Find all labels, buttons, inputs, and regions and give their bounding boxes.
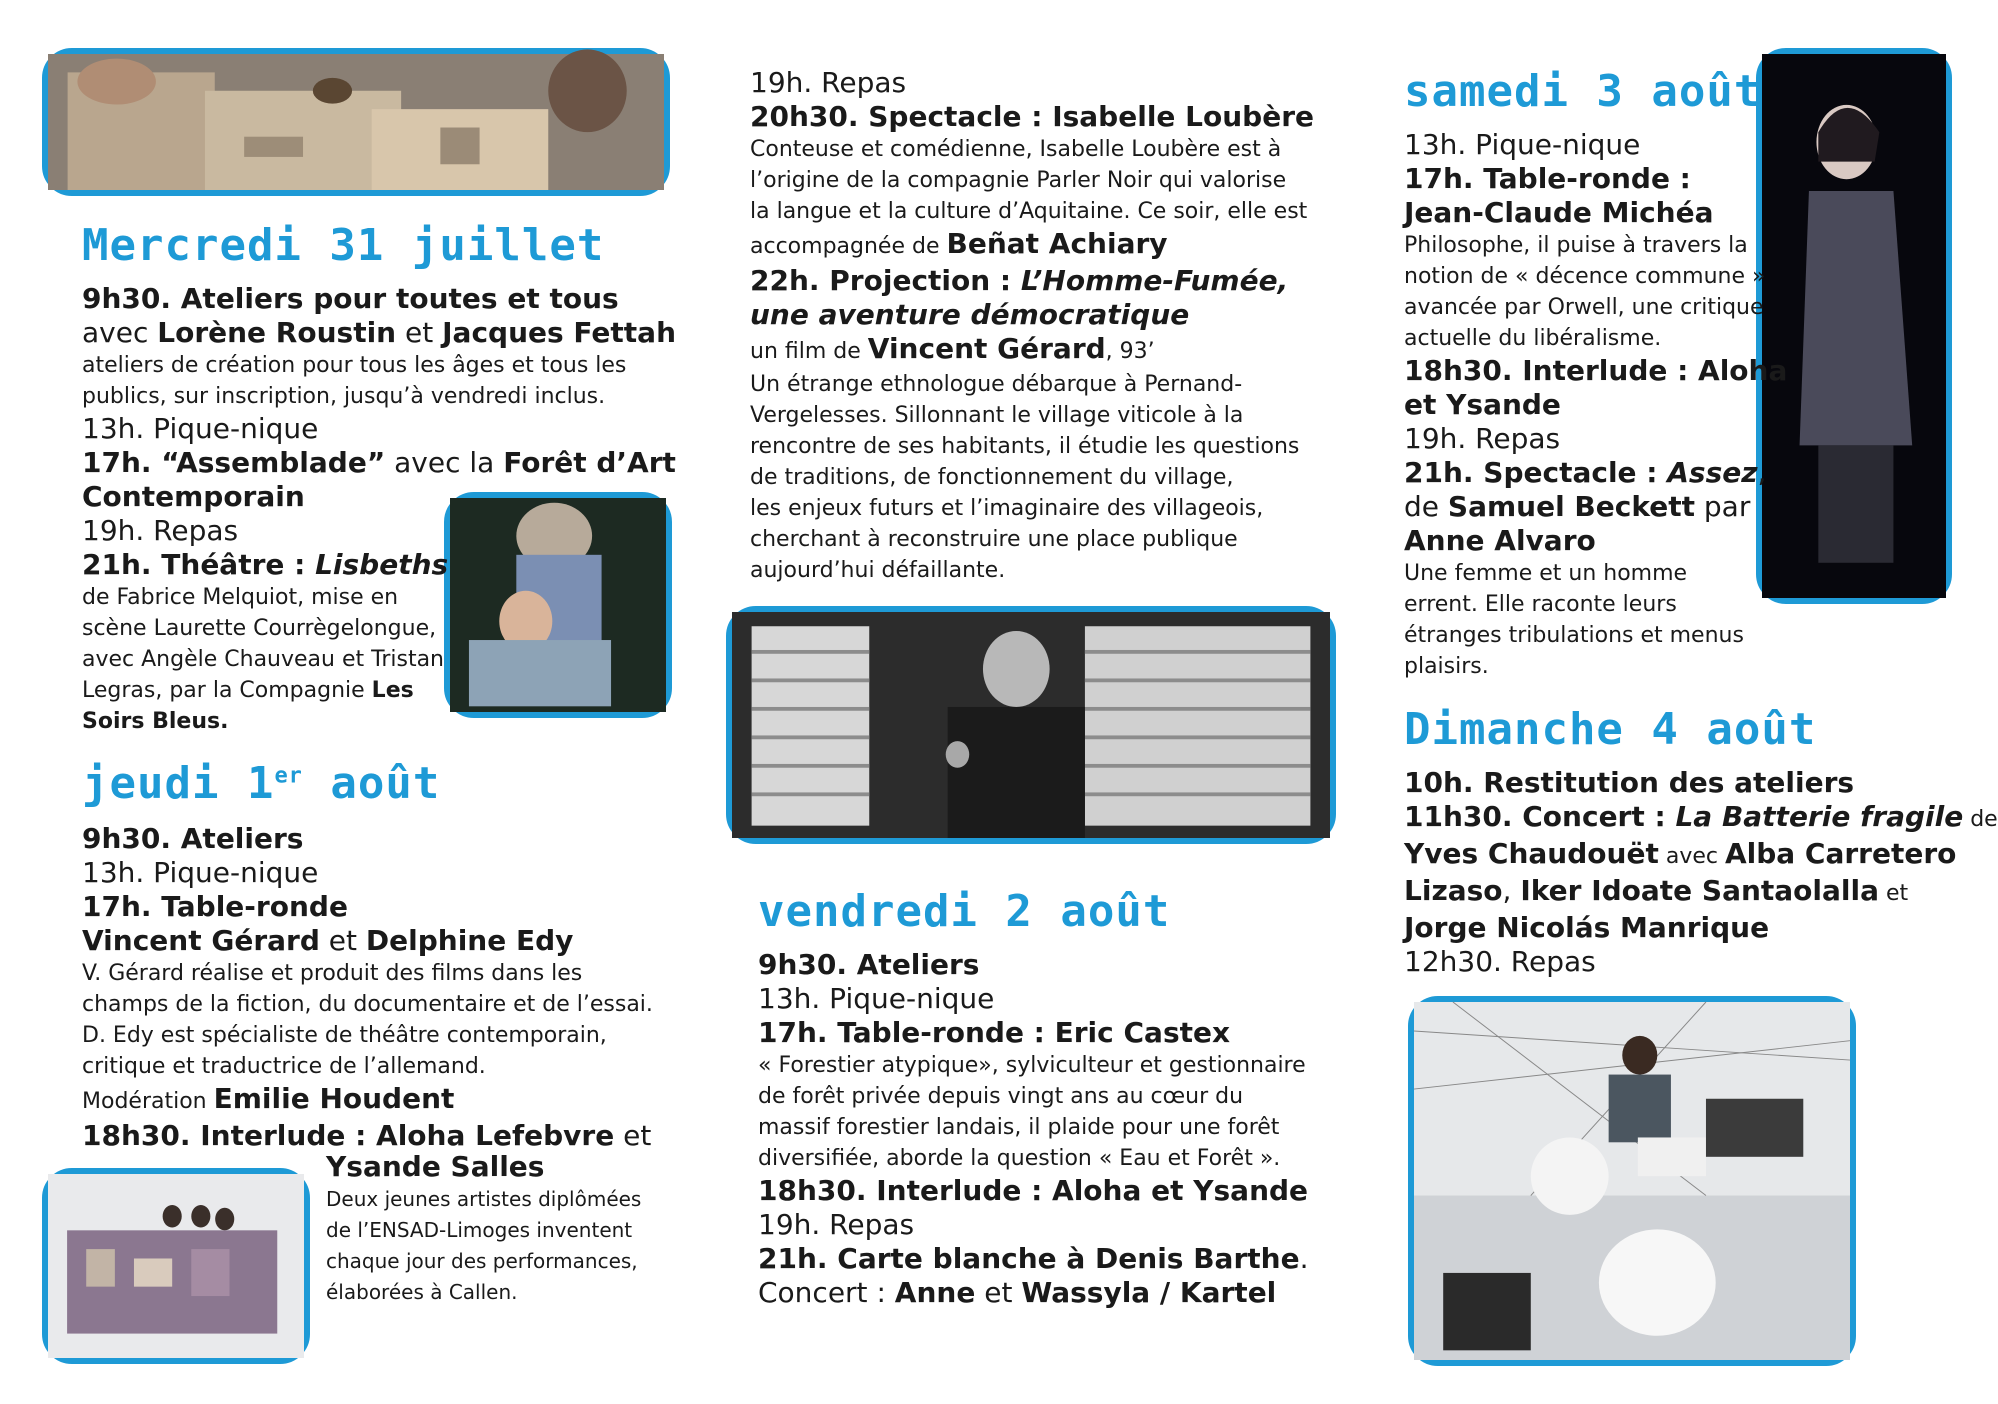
column-1 bbox=[82, 222, 604, 270]
event-line: 13h. Pique-nique bbox=[82, 856, 319, 889]
description-line: V. Gérard réalise et produit des films dans les bbox=[82, 961, 583, 986]
photo-knitted-blanket-performance-icon bbox=[48, 1174, 304, 1358]
event-line: accompagnée de Beñat Achiary bbox=[750, 227, 1168, 260]
description-line: de l’ENSAD-Limoges inventent bbox=[326, 1218, 633, 1242]
event-line: 19h. Repas bbox=[82, 514, 239, 547]
event-line: 17h. Table-ronde : Eric Castex bbox=[758, 1016, 1231, 1049]
description-line: la langue et la culture d’Aquitaine. Ce soir, elle est bbox=[750, 199, 1308, 224]
event-line: Yves Chaudouët avec Alba Carretero bbox=[1404, 837, 1957, 870]
thursday-schedule bbox=[82, 822, 653, 1153]
event-line: 11h30. Concert : La Batterie fragile de bbox=[1404, 800, 1998, 833]
event-line: 13h. Pique-nique bbox=[758, 982, 995, 1015]
event-line: 21h. Théâtre : Lisbeths bbox=[82, 548, 449, 581]
description-line: de Fabrice Melquiot, mise en bbox=[82, 585, 399, 610]
description-line: Soirs Bleus. bbox=[82, 709, 229, 734]
description-line: Philosophe, il puise à travers la bbox=[1404, 233, 1748, 258]
event-line: 21h. Spectacle : Assez, bbox=[1404, 456, 1767, 489]
friday-heading-wrap bbox=[758, 888, 1170, 936]
event-line: et Ysande bbox=[1404, 388, 1561, 421]
photo-actress-dark-stage-icon bbox=[1762, 54, 1946, 598]
description-line: cherchant à reconstruire une place publique bbox=[750, 527, 1238, 552]
interlude-block bbox=[326, 1150, 641, 1308]
description-line: l’origine de la compagnie Parler Noir qui valorise bbox=[750, 168, 1287, 193]
event-line: 9h30. Ateliers pour toutes et tous bbox=[82, 282, 619, 315]
event-line: 13h. Pique-nique bbox=[82, 412, 319, 445]
event-line: Anne Alvaro bbox=[1404, 524, 1596, 557]
description-line: avec Angèle Chauveau et Tristan bbox=[82, 647, 444, 672]
description-line: actuelle du libéralisme. bbox=[1404, 326, 1662, 351]
description-line: étranges tribulations et menus bbox=[1404, 623, 1744, 648]
description-line: chaque jour des performances, bbox=[326, 1249, 638, 1273]
event-line: 9h30. Ateliers bbox=[758, 948, 980, 981]
saturday-heading-wrap bbox=[1404, 68, 1761, 116]
event-line: 12h30. Repas bbox=[1404, 945, 1596, 978]
description-line: publics, sur inscription, jusqu’à vendredi inclus. bbox=[82, 384, 606, 409]
description-line: D. Edy est spécialiste de théâtre contemporain, bbox=[82, 1023, 607, 1048]
day-heading-friday: vendredi 2 août bbox=[758, 886, 1171, 937]
description-line: errent. Elle raconte leurs bbox=[1404, 592, 1677, 617]
event-line: 17h. Table-ronde : bbox=[1404, 162, 1691, 195]
description-line: Un étrange ethnologue débarque à Pernand- bbox=[750, 372, 1243, 397]
sunday-schedule bbox=[1404, 766, 1998, 979]
event-line: 21h. Carte blanche à Denis Barthe. bbox=[758, 1242, 1309, 1275]
event-line: Lizaso, Iker Idoate Santaolalla et bbox=[1404, 874, 1909, 907]
projection-photo bbox=[726, 606, 1336, 844]
event-line: 18h30. Interlude : Aloha Lefebvre et bbox=[82, 1119, 652, 1152]
wednesday-schedule bbox=[82, 282, 676, 737]
event-line: 20h30. Spectacle : Isabelle Loubère bbox=[750, 100, 1314, 133]
interlude-photo bbox=[42, 1168, 310, 1364]
thursday-heading-wrap bbox=[82, 760, 440, 808]
description-line: Vergelesses. Sillonnant le village viticole à la bbox=[750, 403, 1244, 428]
description-line: de forêt privée depuis vingt ans au cœur du bbox=[758, 1084, 1244, 1109]
description-line: aujourd’hui défaillante. bbox=[750, 558, 1006, 583]
event-line: 9h30. Ateliers bbox=[82, 822, 304, 855]
event-line: avec Lorène Roustin et Jacques Fettah bbox=[82, 316, 677, 349]
day-heading-thursday: jeudi 1er août bbox=[82, 758, 441, 809]
description-line: diversifiée, aborde la question « Eau et Forêt ». bbox=[758, 1146, 1281, 1171]
description-line: Une femme et un homme bbox=[1404, 561, 1688, 586]
description-line: plaisirs. bbox=[1404, 654, 1489, 679]
saturday-schedule bbox=[1404, 128, 1787, 682]
description-line: scène Laurette Courrègelongue, bbox=[82, 616, 437, 641]
event-line: de Samuel Beckett par bbox=[1404, 490, 1751, 523]
description-line: élaborées à Callen. bbox=[326, 1280, 518, 1304]
description-line: critique et traductrice de l’allemand. bbox=[82, 1054, 486, 1079]
event-line: Modération Emilie Houdent bbox=[82, 1082, 455, 1115]
description-line: rencontre de ses habitants, il étudie les questions bbox=[750, 434, 1300, 459]
day-heading-sunday: Dimanche 4 août bbox=[1404, 704, 1817, 755]
description-line: Conteuse et comédienne, Isabelle Loubère est à bbox=[750, 137, 1282, 162]
description-line: les enjeux futurs et l’imaginaire des villageois, bbox=[750, 496, 1264, 521]
event-line: un film de Vincent Gérard, 93’ bbox=[750, 332, 1155, 365]
photo-children-clay-workshop-icon bbox=[48, 54, 664, 190]
day-heading-wednesday: Mercredi 31 juillet bbox=[82, 220, 605, 271]
event-line: 19h. Repas bbox=[1404, 422, 1561, 455]
description-line: avancée par Orwell, une critique bbox=[1404, 295, 1764, 320]
event-line: 19h. Repas bbox=[750, 66, 907, 99]
column-2-top bbox=[750, 66, 1314, 586]
event-line: Jorge Nicolás Manrique bbox=[1404, 911, 1770, 944]
photo-drummer-concert-icon bbox=[1414, 1002, 1850, 1360]
event-line: 18h30. Interlude : Aloha et Ysande bbox=[758, 1174, 1309, 1207]
description-line: « Forestier atypique», sylviculteur et gestionnaire bbox=[758, 1053, 1306, 1078]
event-line: 13h. Pique-nique bbox=[1404, 128, 1641, 161]
photo-man-smoking-window-icon bbox=[732, 612, 1330, 838]
event-line: Jean-Claude Michéa bbox=[1404, 196, 1714, 229]
event-line: 17h. “Assemblade” avec la Forêt d’Art bbox=[82, 446, 676, 479]
event-line: Ysande Salles bbox=[326, 1150, 545, 1183]
description-line: massif forestier landais, il plaide pour une forêt bbox=[758, 1115, 1280, 1140]
description-line: Deux jeunes artistes diplômées bbox=[326, 1187, 642, 1211]
event-line: 17h. Table-ronde bbox=[82, 890, 348, 923]
day-heading-saturday: samedi 3 août bbox=[1404, 66, 1762, 117]
event-line: Contemporain bbox=[82, 480, 305, 513]
sunday-heading-wrap bbox=[1404, 706, 1816, 754]
friday-schedule bbox=[758, 948, 1308, 1310]
clay-workshop-photo bbox=[42, 48, 670, 196]
event-line: une aventure démocratique bbox=[750, 298, 1190, 331]
event-line: 22h. Projection : L’Homme-Fumée, bbox=[750, 264, 1289, 297]
description-line: champs de la fiction, du documentaire et de l’essai. bbox=[82, 992, 653, 1017]
event-line: 18h30. Interlude : Aloha bbox=[1404, 354, 1788, 387]
description-line: ateliers de création pour tous les âges et tous les bbox=[82, 353, 627, 378]
description-line: de traditions, de fonctionnement du village, bbox=[750, 465, 1234, 490]
event-line: 19h. Repas bbox=[758, 1208, 915, 1241]
description-line: notion de « décence commune » bbox=[1404, 264, 1766, 289]
event-line: Concert : Anne et Wassyla / Kartel bbox=[758, 1276, 1277, 1309]
event-line: Vincent Gérard et Delphine Edy bbox=[82, 924, 574, 957]
event-line: 10h. Restitution des ateliers bbox=[1404, 766, 1855, 799]
description-line: Legras, par la Compagnie Les bbox=[82, 678, 414, 703]
concert-photo bbox=[1408, 996, 1856, 1366]
